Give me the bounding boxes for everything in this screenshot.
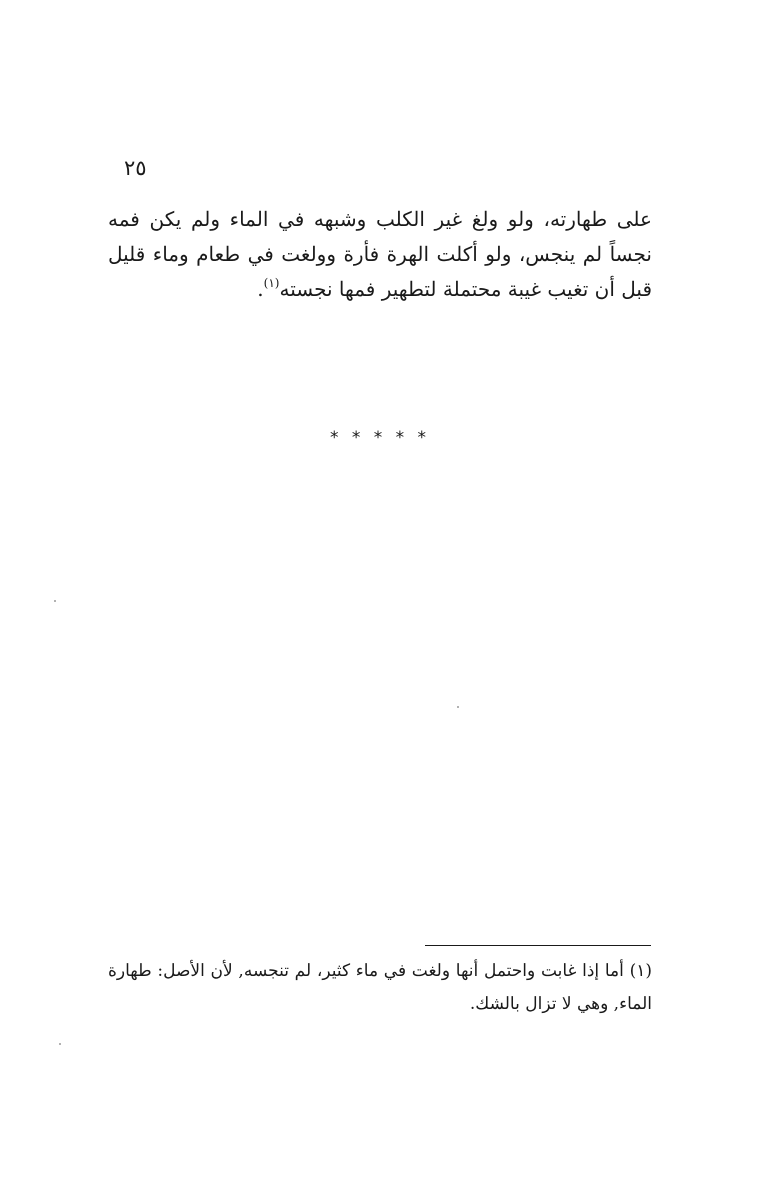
body-paragraph — [108, 202, 652, 307]
body-end-punctuation: . — [257, 277, 264, 301]
scan-speck — [54, 600, 56, 602]
body-text: على طهارته، ولو ولغ غير الكلب وشبهه في الماء ولم يكن فمه نجساً لم ينجس، ولو أكلت الهرة فأرة وولغت في طعام وماء قليل قبل أن تغيب غيبة محتملة لتطهير فمها نجسته — [108, 207, 652, 301]
page-number: ٢٥ — [124, 156, 147, 180]
scan-speck — [457, 706, 459, 708]
footnote-divider — [425, 945, 651, 946]
section-separator: * * * * * — [329, 428, 431, 448]
footnote-reference: (١) — [263, 276, 280, 290]
scan-speck — [59, 1043, 61, 1045]
footnote: (١) أما إذا غابت واحتمل أنها ولغت في ماء كثير، لم تنجسه, لأن الأصل: طهارة الماء, وهي لا تزال بالشك. — [108, 961, 652, 1014]
